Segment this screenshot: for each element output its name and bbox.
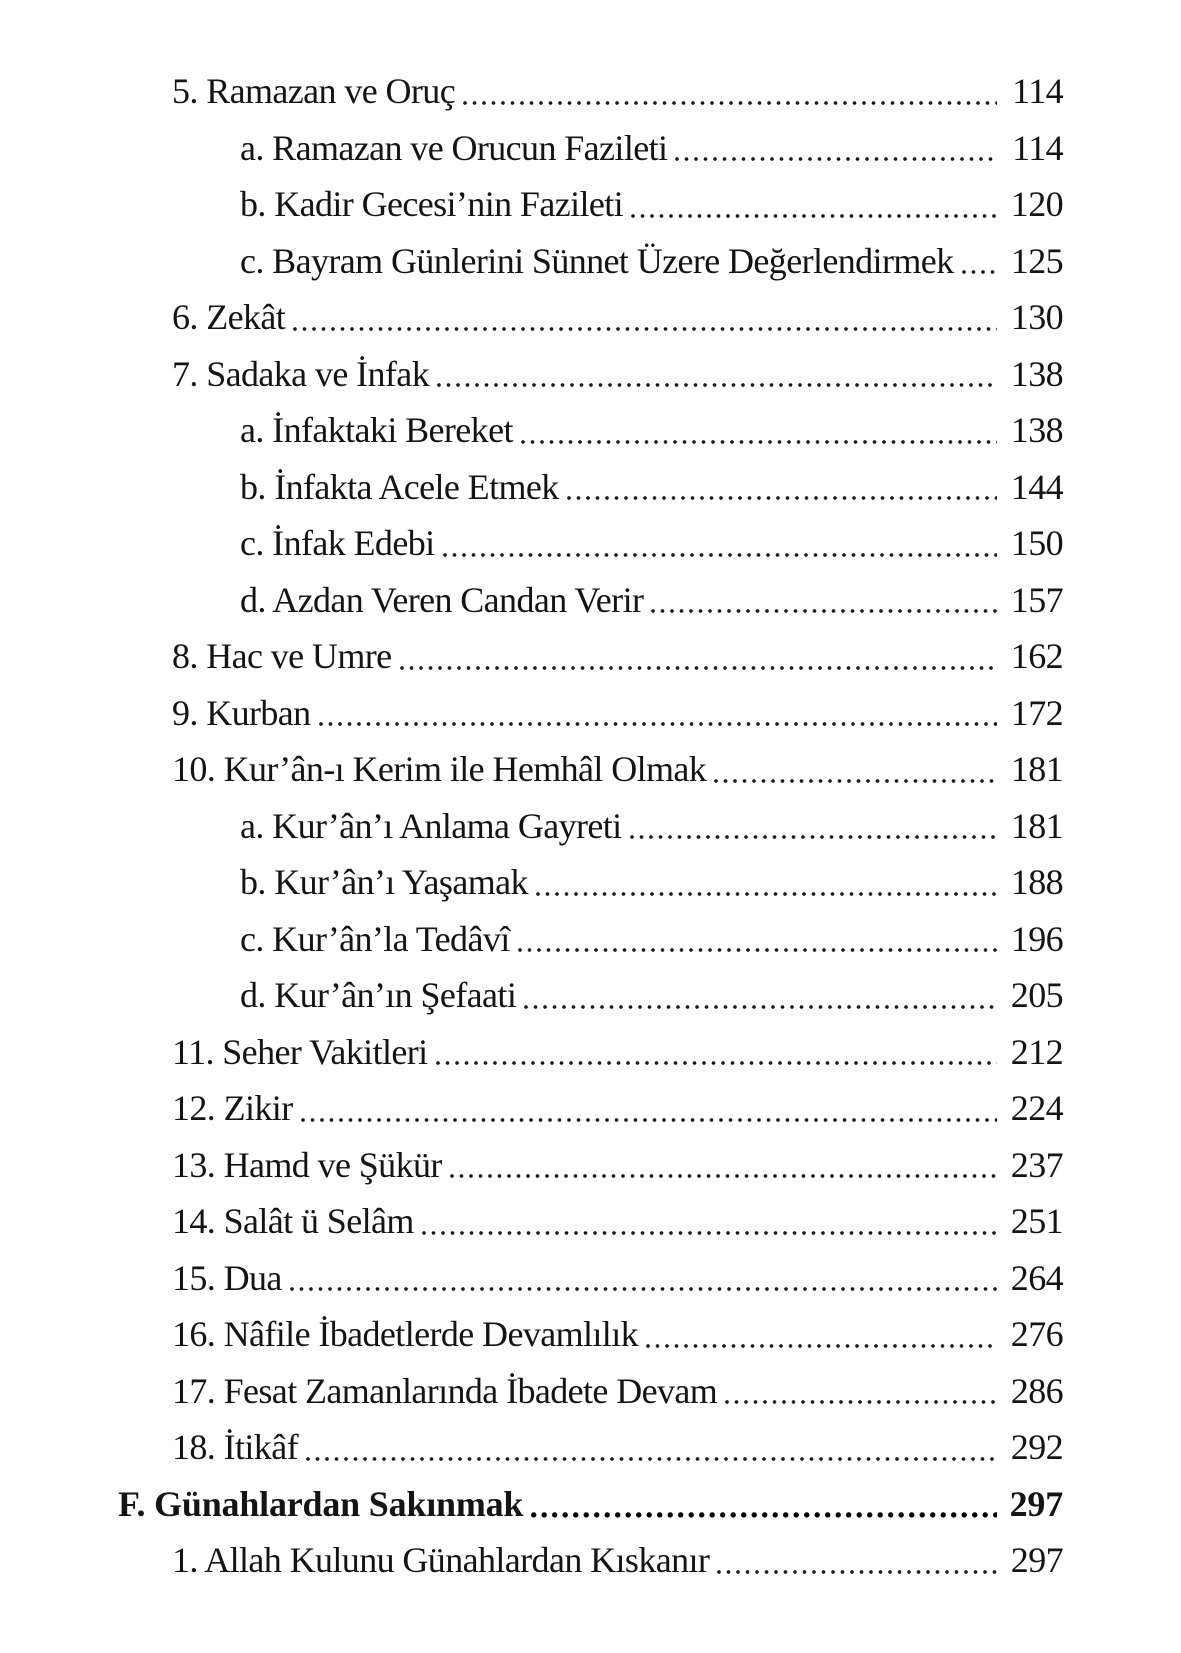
toc-entry (118, 1250, 1063, 1307)
toc-entry (118, 1137, 1063, 1194)
toc-entry-label: 15. Dua (172, 1257, 282, 1298)
toc-entry-label: 10. Kur’ân-ı Kerim ile Hemhâl Olmak (172, 749, 707, 789)
toc-entry (118, 289, 1063, 346)
toc-entry-page-number: 181 (1010, 749, 1063, 789)
dot-leader (962, 270, 997, 274)
toc-entry-label: b. Kur’ân’ı Yaşamak (240, 862, 528, 902)
toc-entry (118, 572, 1063, 629)
toc-entry-page-number: 157 (1010, 579, 1063, 620)
toc-entry-page-number: 276 (1010, 1314, 1063, 1354)
toc-entry (118, 515, 1063, 572)
toc-entry (118, 1363, 1063, 1420)
toc-entry-page-number: 297 (1009, 1483, 1063, 1524)
dot-leader (536, 892, 997, 896)
toc-entry-label: a. Kur’ân’ı Anlama Gayreti (240, 805, 622, 846)
dot-leader (422, 1231, 997, 1235)
dot-leader (443, 553, 997, 557)
toc-entry-label: 5. Ramazan ve Oruç (172, 71, 456, 111)
toc-entry-label: 14. Salât ü Selâm (172, 1201, 414, 1241)
toc-entry-page-number: 251 (1010, 1201, 1063, 1241)
toc-entry-page-number: 205 (1010, 975, 1063, 1015)
toc-entry-label: 1. Allah Kulunu Günahlardan Kıskanır (172, 1540, 710, 1580)
dot-leader (400, 666, 997, 670)
toc-entry-page-number: 120 (1010, 184, 1063, 224)
toc-entry-page-number: 264 (1010, 1257, 1063, 1298)
toc-entry (118, 459, 1063, 516)
toc-entry (118, 1419, 1063, 1476)
dot-leader (651, 609, 997, 613)
toc-entry (118, 1532, 1063, 1589)
toc-entry (118, 1306, 1063, 1363)
toc-entry (118, 1476, 1063, 1533)
toc-entry (118, 176, 1063, 233)
toc-entry (118, 967, 1063, 1024)
toc-entry-label: d. Azdan Veren Candan Verir (240, 579, 644, 620)
toc-entry-label: b. Kadir Gecesi’nin Fazileti (240, 184, 624, 224)
dot-leader (675, 157, 997, 161)
toc-entry-page-number: 212 (1010, 1031, 1063, 1072)
dot-leader (631, 214, 997, 218)
toc-entry-label: c. İnfak Edebi (240, 523, 435, 563)
toc-entry-label: a. İnfaktaki Bereket (240, 410, 513, 450)
toc-entry-page-number: 144 (1010, 466, 1063, 507)
dot-leader (306, 1457, 997, 1461)
toc-entry-label: F. Günahlardan Sakınmak (118, 1483, 524, 1524)
toc-entry (118, 798, 1063, 855)
dot-leader (463, 101, 997, 105)
toc-entry (118, 854, 1063, 911)
dot-leader (646, 1344, 997, 1348)
toc-entry (118, 120, 1063, 177)
toc-entry (118, 402, 1063, 459)
dot-leader (436, 1061, 997, 1065)
dot-leader (319, 722, 997, 726)
dot-leader (301, 1118, 997, 1122)
toc-entry-page-number: 138 (1010, 410, 1063, 450)
toc-entry (118, 63, 1063, 120)
toc-entry (118, 741, 1063, 798)
toc-entry-page-number: 237 (1010, 1144, 1063, 1185)
dot-leader (524, 1005, 997, 1009)
toc-entry-label: 18. İtikâf (172, 1427, 298, 1467)
dot-leader (437, 383, 997, 387)
toc-entry-label: 8. Hac ve Umre (172, 636, 392, 676)
toc-entry-label: 17. Fesat Zamanlarında İbadete Devam (172, 1370, 718, 1411)
toc-entry-label: 6. Zekât (172, 297, 286, 337)
toc-entry-label: 13. Hamd ve Şükür (172, 1144, 442, 1185)
toc-entry-page-number: 286 (1010, 1370, 1063, 1411)
toc-entry-label: c. Kur’ân’la Tedâvî (240, 918, 510, 959)
toc-entry-label: 7. Sadaka ve İnfak (172, 353, 430, 394)
dot-leader (725, 1400, 997, 1404)
toc-entry (118, 233, 1063, 290)
toc-entry (118, 628, 1063, 685)
toc-entry-label: 12. Zikir (172, 1088, 293, 1128)
toc-entry (118, 1193, 1063, 1250)
toc-entry (118, 346, 1063, 403)
toc-entry-page-number: 292 (1010, 1427, 1063, 1467)
toc-entry-label: d. Kur’ân’ın Şefaati (240, 975, 517, 1015)
toc-entry-label: b. İnfakta Acele Etmek (240, 466, 559, 507)
toc-entry (118, 1024, 1063, 1081)
toc-entry-page-number: 162 (1010, 636, 1063, 676)
toc-entry-label: c. Bayram Günlerini Sünnet Üzere Değerlendirmek (240, 240, 954, 281)
dot-leader (290, 1287, 997, 1291)
dot-leader (293, 327, 997, 331)
toc-entry-page-number: 150 (1010, 523, 1063, 563)
dot-leader (567, 496, 997, 500)
toc-entry-page-number: 172 (1010, 692, 1063, 733)
toc-entry (118, 1080, 1063, 1137)
toc-entry (118, 685, 1063, 742)
toc-entries (118, 63, 1063, 1589)
dot-leader (518, 948, 997, 952)
dot-leader (714, 779, 997, 783)
toc-entry-label: 9. Kurban (172, 692, 311, 733)
dot-leader (521, 440, 997, 444)
dot-leader (531, 1512, 997, 1518)
dot-leader (717, 1570, 997, 1574)
toc-entry-page-number: 114 (1012, 127, 1063, 168)
toc-entry-page-number: 130 (1010, 297, 1063, 337)
toc-entry-page-number: 196 (1010, 918, 1063, 959)
dot-leader (450, 1174, 997, 1178)
toc-entry-page-number: 138 (1010, 353, 1063, 394)
toc-entry-label: 16. Nâfile İbadetlerde Devamlılık (172, 1314, 639, 1354)
dot-leader (630, 835, 997, 839)
toc-entry-label: a. Ramazan ve Orucun Fazileti (240, 127, 668, 168)
toc-entry-page-number: 125 (1010, 240, 1063, 281)
toc-entry-page-number: 224 (1010, 1088, 1063, 1128)
toc-entry-page-number: 188 (1010, 862, 1063, 902)
toc-entry-page-number: 297 (1010, 1540, 1063, 1580)
toc-entry (118, 911, 1063, 968)
toc-entry-page-number: 114 (1012, 71, 1063, 111)
toc-entry-label: 11. Seher Vakitleri (172, 1031, 428, 1072)
toc-entry-page-number: 181 (1010, 805, 1063, 846)
